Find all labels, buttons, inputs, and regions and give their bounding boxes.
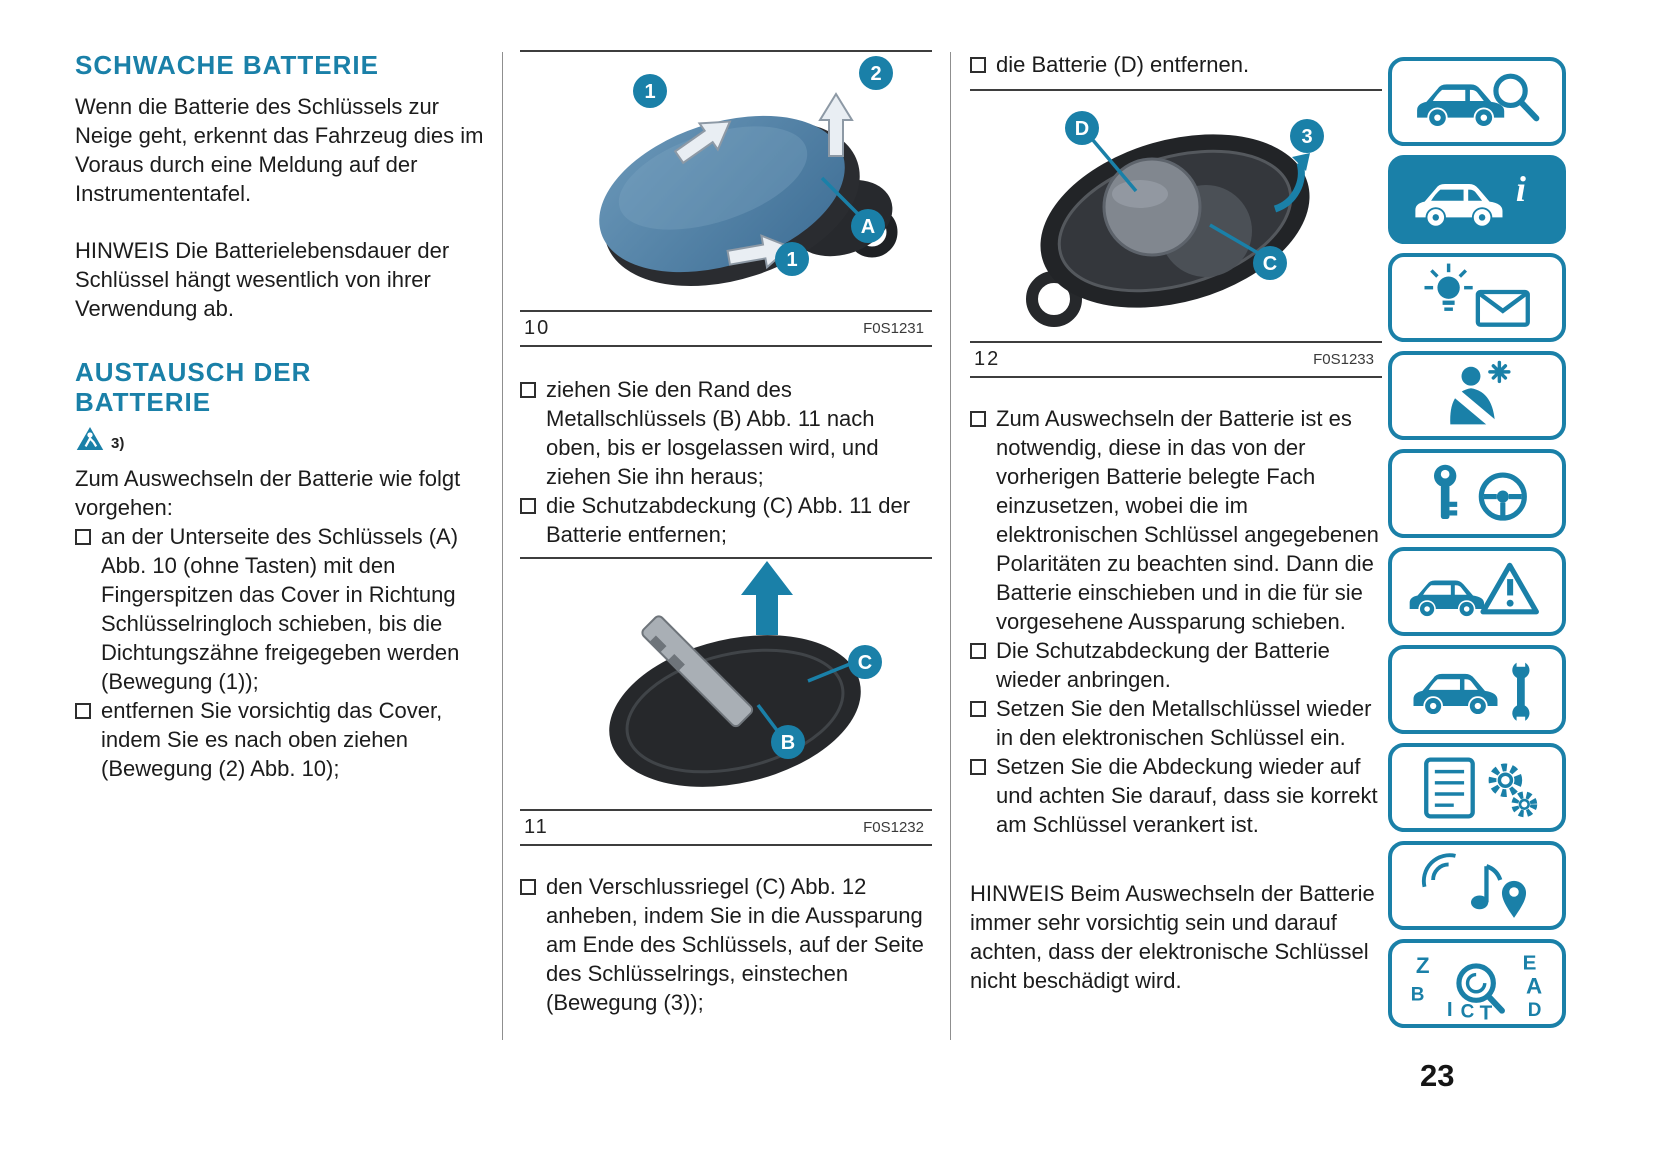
- svg-text:2: 2: [870, 63, 882, 85]
- callout-2: [859, 56, 893, 90]
- svg-text:1: 1: [786, 249, 798, 271]
- square-bullet-icon: [970, 759, 986, 775]
- square-bullet-icon: [970, 57, 986, 73]
- svg-text:E: E: [1522, 950, 1537, 974]
- left-column: [75, 50, 487, 783]
- chapter-tab-bar: [1388, 57, 1566, 1037]
- list-item-text: die Schutzabdeckung (C) Abb. 11 der Batterie entfernen;: [546, 493, 911, 547]
- list-item: [970, 694, 1382, 752]
- list-item-text: an der Unterseite des Schlüssels (A) Abb. 10 (ohne Tasten) mit den Fingerspitzen das Cover in Richtung Schlüsselringloch schieben, bis die Dichtungszähne freigegeben werden (Bewegung (1));: [101, 524, 460, 694]
- figure-12-image: [970, 91, 1382, 341]
- svg-text:B: B: [1410, 983, 1425, 1005]
- car-search-icon: [1399, 65, 1555, 139]
- section-heading-weak-battery: SCHWACHE BATTERIE: [75, 50, 379, 80]
- figure-code: F0S1231: [863, 320, 924, 337]
- tab-warning-messages[interactable]: [1388, 253, 1566, 342]
- figure-11-caption: [520, 809, 932, 846]
- tab-service-maintenance[interactable]: [1388, 645, 1566, 734]
- checklist-gears-icon: [1399, 751, 1555, 825]
- car-warning-triangle-icon: [1399, 555, 1555, 629]
- square-bullet-icon: [75, 703, 91, 719]
- figure-11: [520, 557, 932, 846]
- section-heading-replace-battery: AUSTAUSCH DER BATTERIE: [75, 357, 312, 417]
- battery-compartment-illustration: [970, 91, 1382, 341]
- figure-code: F0S1233: [1313, 351, 1374, 368]
- list-item-text: ziehen Sie den Rand des Metallschlüssels (B) Abb. 11 nach oben, bis er losgelassen wird, und ziehen Sie ihn heraus;: [546, 377, 879, 489]
- metal-key-release-illustration: [520, 559, 932, 809]
- callout-C: [848, 645, 882, 679]
- page-number: 23: [1420, 1058, 1455, 1093]
- tab-emergency[interactable]: [1388, 547, 1566, 636]
- list-item: [520, 872, 932, 1017]
- right-column: [970, 50, 1382, 995]
- figure-12-caption: [970, 341, 1382, 378]
- callout-B: [771, 725, 805, 759]
- list-item-text: Zum Auswechseln der Batterie ist es notwendig, diese in das von der vorherigen Batterie belegte Fach einzusetzen, wobei die im elektronischen Schlüssel angegebenen Polaritäten zu beachten sind. Dann die Batterie einschieben und in die für sie vorgesehene Aussparung schieben.: [996, 406, 1379, 634]
- car-wrench-icon: [1399, 653, 1555, 727]
- list-item: [520, 491, 932, 549]
- callout-D: [1065, 111, 1099, 145]
- svg-text:D: D: [1527, 999, 1542, 1021]
- instruction-list: [520, 872, 932, 1017]
- list-item-text: Die Schutzabdeckung der Batterie wieder anbringen.: [996, 638, 1330, 692]
- figure-10-image: [520, 52, 932, 310]
- square-bullet-icon: [520, 382, 536, 398]
- footnote-reference: 3): [111, 435, 125, 452]
- svg-text:C: C: [1460, 1001, 1475, 1021]
- figure-number: 11: [524, 816, 549, 838]
- tab-technical-data[interactable]: [1388, 743, 1566, 832]
- list-item: [970, 636, 1382, 694]
- list-item: [75, 522, 487, 696]
- seatbelt-person-icon: [1399, 359, 1555, 433]
- figure-code: F0S1232: [863, 819, 924, 836]
- list-item: [970, 752, 1382, 839]
- key-steering-wheel-icon: [1399, 457, 1555, 531]
- list-item-text: den Verschlussriegel (C) Abb. 12 anheben, indem Sie in die Aussparung am Ende des Schlüssels, auf der Seite des Schlüsselrings, einstechen (Bewegung (3));: [546, 874, 924, 1015]
- middle-column: [520, 50, 932, 1017]
- multimedia-navigation-icon: [1399, 849, 1555, 923]
- square-bullet-icon: [520, 498, 536, 514]
- paragraph-hinweis-battery-life: HINWEIS Die Batterielebensdauer der Schlüssel hängt wesentlich von ihrer Verwendung ab.: [75, 238, 450, 321]
- column-divider-right: [950, 52, 951, 1040]
- paragraph-hinweis-careful: HINWEIS Beim Auswechseln der Batterie immer sehr vorsichtig sein und darauf achten, dass der elektronische Schlüssel nicht beschädigt wird.: [970, 881, 1375, 993]
- square-bullet-icon: [970, 701, 986, 717]
- column-divider-left: [502, 52, 503, 1040]
- tab-safety[interactable]: [1388, 351, 1566, 440]
- callout-1-bottom: [775, 242, 809, 276]
- list-item: [75, 696, 487, 783]
- paragraph-weak-battery: Wenn die Batterie des Schlüssels zur Neige geht, erkennt das Fahrzeug dies im Voraus durch eine Meldung auf der Instrumententafel.: [75, 94, 484, 206]
- svg-text:3: 3: [1301, 126, 1313, 148]
- warning-footnote: [75, 425, 487, 452]
- svg-text:C: C: [1262, 253, 1278, 275]
- callout-1-top: [633, 74, 667, 108]
- info-glyph: i: [1515, 168, 1526, 209]
- svg-text:A: A: [860, 216, 876, 238]
- svg-text:D: D: [1074, 118, 1090, 140]
- list-item-text: Setzen Sie den Metallschlüssel wieder in den elektronischen Schlüssel ein.: [996, 696, 1372, 750]
- figure-number: 12: [974, 348, 1001, 370]
- square-bullet-icon: [520, 879, 536, 895]
- figure-10-caption: [520, 310, 932, 347]
- key-fob-cover-removal-illustration: [520, 52, 932, 310]
- square-bullet-icon: [970, 643, 986, 659]
- svg-text:1: 1: [644, 81, 656, 103]
- figure-10: [520, 50, 932, 347]
- svg-text:C: C: [857, 652, 873, 674]
- list-item: [970, 50, 1382, 79]
- svg-text:T: T: [1479, 1000, 1493, 1021]
- list-item-text: entfernen Sie vorsichtig das Cover, indem Sie es nach oben ziehen (Bewegung (2) Abb. 10);: [101, 698, 443, 781]
- callout-3: [1290, 119, 1324, 153]
- svg-text:A: A: [1526, 972, 1543, 998]
- figure-11-image: [520, 559, 932, 809]
- warning-triangle-icon: [75, 425, 105, 452]
- svg-text:I: I: [1446, 997, 1453, 1021]
- figure-12: [970, 89, 1382, 378]
- alphabetical-index-icon: [1399, 947, 1555, 1021]
- instruction-list: [520, 375, 932, 549]
- square-bullet-icon: [970, 411, 986, 427]
- tab-dashboard-info[interactable]: [1388, 155, 1566, 244]
- instruction-list: [970, 404, 1382, 839]
- tab-multimedia[interactable]: [1388, 841, 1566, 930]
- tab-car-overview[interactable]: [1388, 57, 1566, 146]
- tab-starting-driving[interactable]: [1388, 449, 1566, 538]
- tab-alphabetical-index[interactable]: [1388, 939, 1566, 1028]
- list-item: [520, 375, 932, 491]
- svg-text:B: B: [780, 732, 796, 754]
- list-item: [970, 404, 1382, 636]
- list-item-text: die Batterie (D) entfernen.: [996, 52, 1250, 77]
- warning-light-mail-icon: [1399, 261, 1555, 335]
- paragraph-intro: Zum Auswechseln der Batterie wie folgt vorgehen:: [75, 466, 461, 520]
- car-info-icon: [1399, 163, 1555, 237]
- svg-text:Z: Z: [1415, 952, 1430, 978]
- square-bullet-icon: [75, 529, 91, 545]
- figure-number: 10: [524, 317, 551, 339]
- list-item-text: Setzen Sie die Abdeckung wieder auf und achten Sie darauf, dass sie korrekt am Schlüssel verankert ist.: [996, 754, 1378, 837]
- callout-A: [851, 209, 885, 243]
- callout-C: [1253, 246, 1287, 280]
